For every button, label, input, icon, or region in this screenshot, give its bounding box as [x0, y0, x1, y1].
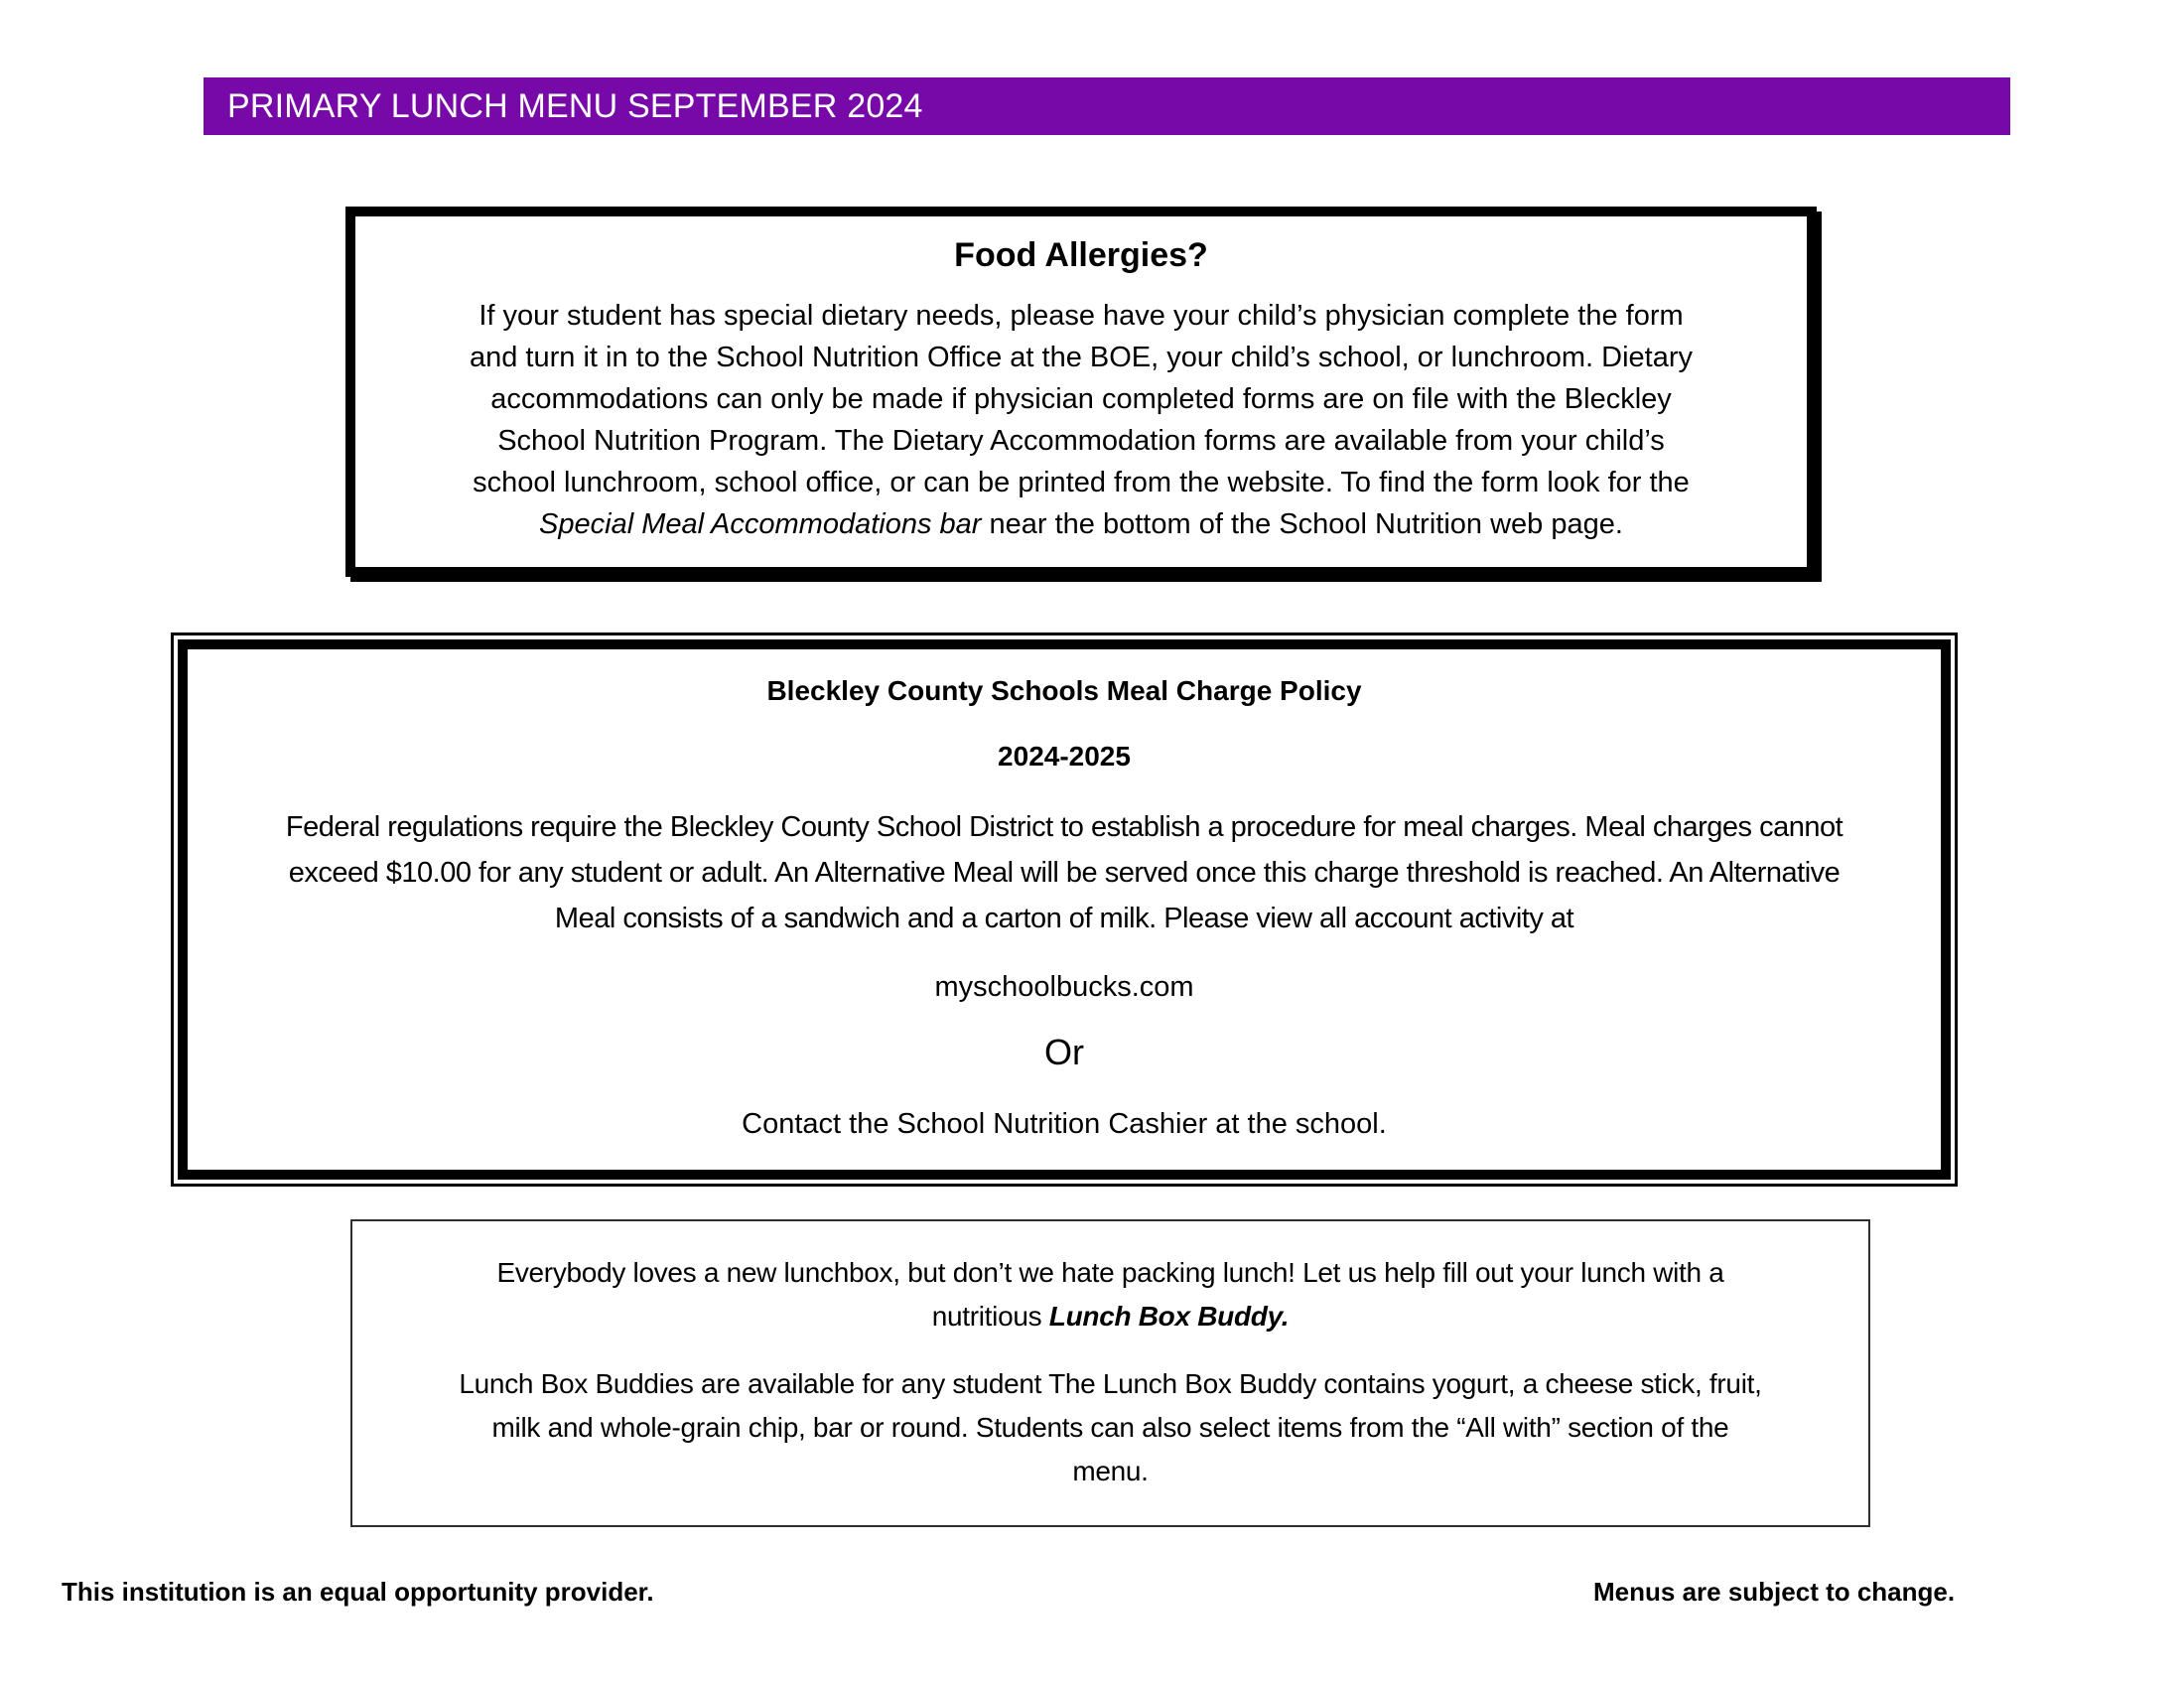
- text-line: and turn it in to the School Nutrition Office at the BOE, your child’s school, or lunchroom. Dietary: [469, 342, 1694, 373]
- food-allergies-heading: Food Allergies?: [954, 236, 1208, 274]
- page-title: PRIMARY LUNCH MENU SEPTEMBER 2024: [227, 86, 923, 125]
- or-label: Or: [1044, 1032, 1084, 1072]
- lunch-box-buddy-emphasis: Lunch Box Buddy.: [1048, 1301, 1290, 1332]
- food-allergies-last-line-rest: near the bottom of the School Nutrition web page.: [981, 508, 1623, 540]
- text-line: school lunchroom, school office, or can be printed from the website. To find the form look for the: [473, 467, 1690, 498]
- meal-charge-policy-inner: [178, 639, 1951, 1180]
- intro-line2-plain: nutritious: [931, 1301, 1049, 1332]
- meal-charge-policy-heading: Bleckley County Schools Meal Charge Policy: [766, 675, 1362, 706]
- text-line: Federal regulations require the Bleckley County School District to establish a procedure for meal charges. Meal charges cannot: [285, 811, 1843, 843]
- special-meal-accommodations-italic: Special Meal Accommodations bar: [539, 508, 982, 540]
- lunch-box-buddy-box: [350, 1219, 1870, 1527]
- lunch-box-buddy-intro: [372, 1251, 1848, 1338]
- menus-subject-to-change-note: Menus are subject to change.: [1593, 1577, 1956, 1607]
- food-allergies-body: [373, 295, 1789, 503]
- school-year: 2024-2025: [998, 741, 1131, 772]
- lunch-box-buddy-intro-line1: Everybody loves a new lunchbox, but don’t we hate packing lunch! Let us help fill out your lunch with a: [496, 1257, 1724, 1288]
- text-line: accommodations can only be made if physician completed forms are on file with the Bleckley: [490, 383, 1672, 415]
- text-line: If your student has special dietary needs, please have your child’s physician complete the form: [478, 300, 1684, 332]
- text-line: menu.: [1072, 1456, 1149, 1486]
- lunch-box-buddy-intro-line2: [372, 1295, 1848, 1338]
- contact-line: Contact the School Nutrition Cashier at the school.: [742, 1108, 1387, 1140]
- website-text: myschoolbucks.com: [934, 971, 1194, 1003]
- meal-charge-policy-box: [171, 633, 1958, 1187]
- text-line: exceed $10.00 for any student or adult. An Alternative Meal will be served once this charge threshold is reached. An Alternative: [288, 857, 1841, 889]
- text-line: School Nutrition Program. The Dietary Accommodation forms are available from your child’s: [497, 425, 1665, 457]
- food-allergies-last-line: [373, 503, 1789, 545]
- food-allergies-box: [345, 207, 1817, 577]
- text-line: Meal consists of a sandwich and a carton of milk. Please view all account activity at: [554, 903, 1574, 934]
- equal-opportunity-statement: This institution is an equal opportunity provider.: [62, 1577, 654, 1607]
- header-bar: [204, 77, 2010, 135]
- meal-charge-policy-body: [204, 804, 1925, 941]
- text-line: milk and whole-grain chip, bar or round. Students can also select items from the “All with” section of the: [491, 1412, 1729, 1443]
- lunch-box-buddy-body: [372, 1362, 1848, 1493]
- text-line: Lunch Box Buddies are available for any student The Lunch Box Buddy contains yogurt, a cheese stick, fruit,: [459, 1368, 1762, 1399]
